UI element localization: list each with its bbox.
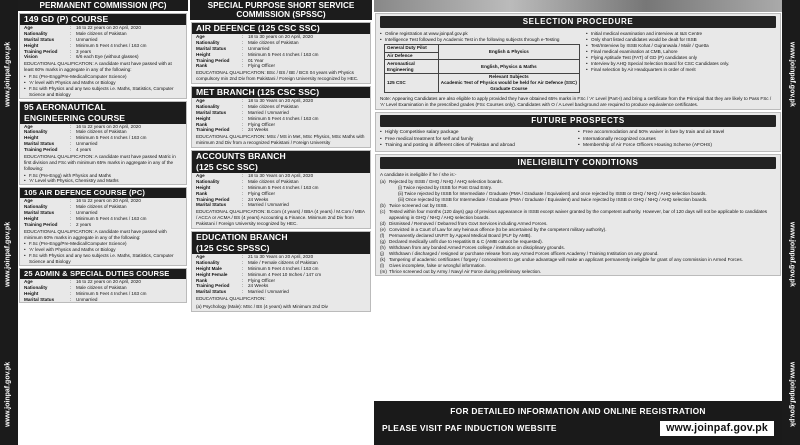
bullet-item: • Membership of Air Force Officers Housing Scheme (AFOHS) <box>578 143 776 150</box>
met-branch-edu-text: EDUCATIONAL QUALIFICATION: MSc / MS in Met, MSc Physics, MSc Maths with minimum 2nd Div from a recognized Pakistani / Foreign University <box>196 134 365 146</box>
spec-colon: : <box>70 210 72 216</box>
spec-value: Minimum 5 Feet 4 Inches / 163 cm <box>248 115 319 121</box>
spec-value: Minimum 5 Feet 4 Inches / 163 cm <box>76 42 147 48</box>
item-letter: (k) <box>380 256 386 262</box>
spec-colon: : <box>242 271 244 277</box>
subjects-text: Relevant Subjects <box>489 74 529 80</box>
spec-value: Male citizens of Pakistan <box>76 204 127 210</box>
spec-value: Minimum 5 Feet 4 Inches / 163 cm <box>248 184 319 190</box>
spec-label: Marital Status <box>196 202 227 208</box>
spec-colon: : <box>242 98 244 104</box>
item-text: Thrice screened out by Army / Navy/ Air Force during preliminary selection. <box>389 268 542 274</box>
spec-label: Nationality <box>24 204 48 210</box>
subjects-cell <box>438 73 579 92</box>
bullet-item: • F.Sc (Pre-Engg/Pre-Medical/Computer Science) <box>20 241 186 247</box>
right-side-strip <box>782 0 800 445</box>
spec-label: Marital Status <box>24 296 55 302</box>
bullet-item: • F.Sc (Pre-Engg) with Physics and Maths <box>20 173 186 179</box>
spec-value: 16 to 22 years on 20 April, 2020 <box>76 123 141 129</box>
spec-value: Male citizens of Pakistan <box>248 103 299 109</box>
met-branch-title: MET BRANCH (125 CSC SSC) <box>192 87 370 98</box>
spec-label: Vision <box>24 54 38 60</box>
aero-course-block <box>19 101 187 186</box>
spec-colon: : <box>70 36 72 42</box>
spec-label: Age <box>196 34 205 40</box>
spec-label: Age <box>196 254 205 259</box>
gd-edu-text: EDUCATIONAL QUALIFICATION: A candidate must have passed with at least 60% marks in aggregate in any of the following: <box>24 61 172 73</box>
spec-label: Nationality <box>24 284 48 290</box>
spec-colon: : <box>70 129 72 135</box>
footer-banner <box>374 401 782 445</box>
spec-label: Rank <box>196 121 208 127</box>
ineligibility-title: INELIGIBILITY CONDITIONS <box>380 157 776 169</box>
spec-label: Training Period <box>196 127 230 133</box>
accounts-branch-title-1: ACCOUNTS BRANCH <box>192 151 370 162</box>
spec-value: Male citizens of Pakistan <box>76 284 127 290</box>
spec-label: Marital Status <box>196 289 227 295</box>
item-text: (ii) Twice rejected by ISSB for Intermediate / Graduate (PMA / Graduate / Equivalent) and once rejected by ISSB or GHQ / NHQ / AHQ selection boards. <box>398 191 707 197</box>
bullet-item: • Free accommodation and 50% waiver in fare by train and air travel <box>578 130 776 137</box>
spec-value: Minimum 5 Feet 4 Inches / 163 cm <box>248 265 319 271</box>
spec-row <box>20 297 186 303</box>
bullet-item: • Online registration at www.joinpaf.gov.pk <box>380 31 580 37</box>
gd-course-title: 149 GD (P) COURSE <box>20 14 186 25</box>
spec-colon: : <box>70 221 72 227</box>
spec-value: Married / Unmarried <box>248 289 289 295</box>
item-letter: (c) <box>380 208 386 214</box>
spec-label: Training Period <box>24 221 58 227</box>
spec-colon: : <box>242 121 244 127</box>
spec-colon: : <box>242 51 244 57</box>
spec-label: Age <box>196 98 205 104</box>
spec-label: Marital Status <box>196 45 227 51</box>
spec-label: Height Female <box>196 271 228 277</box>
spec-value: Unmarried <box>76 36 98 42</box>
spec-colon: : <box>70 284 72 290</box>
spec-value: 18 to 30 Years on 20 April, 2020 <box>248 98 314 104</box>
spec-value: 18 to 30 years on 20 April, 2020 <box>248 34 313 40</box>
spec-label: Nationality <box>196 259 220 265</box>
permanent-commission-column <box>18 0 188 305</box>
spec-colon: : <box>70 147 72 153</box>
item-letter: (b) <box>380 202 386 208</box>
ineligibility-block <box>375 154 781 275</box>
bullet-item: • Initial medical examination and interview at I&S Centre <box>586 31 776 37</box>
ineligibility-item <box>376 269 780 275</box>
spec-row <box>192 127 370 133</box>
bullet-item: • 'A' Level with Physics, Chemistry and Maths <box>20 178 186 184</box>
air-defence-pc-block <box>19 187 187 266</box>
spec-colon: : <box>242 289 244 295</box>
air-defence-ssc-block <box>191 22 371 84</box>
spec-row <box>20 54 186 60</box>
spec-colon: : <box>70 278 72 284</box>
spec-value: Male citizens of Pakistan <box>76 129 127 135</box>
spec-row <box>20 147 186 153</box>
spec-label: Height <box>24 135 39 141</box>
item-text: Withdrawn / discharged / resigned or purchase release from any Armed Forces officers Academy / Training Institution on any ground. <box>389 250 659 256</box>
subjects-cell: English & Physics <box>438 44 579 59</box>
spec-colon: : <box>242 259 244 265</box>
spec-colon: : <box>242 103 244 109</box>
item-text: Declared medically unfit due to Hepatitis B & C (AMB cannot be requested). <box>389 238 543 244</box>
bullet-item: • Interview by AHQ Special Selection Board for CSC Candidates only. <box>586 61 776 67</box>
spec-value: Flying Officer <box>248 121 275 127</box>
spec-colon: : <box>242 57 244 63</box>
spec-value: 24 Weeks <box>248 127 269 133</box>
spec-value: 24 Weeks <box>248 196 269 202</box>
item-letter: (m) <box>380 268 387 274</box>
table-row <box>385 60 580 73</box>
side-url-text: www.joinpaf.gov.pk <box>4 221 12 287</box>
spec-row <box>20 222 186 228</box>
spec-colon: : <box>70 30 72 36</box>
spec-row <box>192 63 370 69</box>
branch-cell: 125 CSC <box>385 73 439 92</box>
side-url-text: www.joinpaf.gov.pk <box>788 221 796 287</box>
spec-value: 16 to 22 years on 20 April, 2020 <box>76 278 141 284</box>
aero-edu-text: EDUCATIONAL QUALIFICATION: A candidate must have passed Matric in first division and FSc with minimum 65% marks in aggregate in any of the following: <box>24 153 176 171</box>
bullet-item: • 'A' level with Physics and Maths or Biology <box>20 80 186 86</box>
side-url-text: www.joinpaf.gov.pk <box>788 361 796 427</box>
spec-label: Marital Status <box>24 210 55 216</box>
spec-colon: : <box>70 141 72 147</box>
spec-row <box>192 202 370 208</box>
spec-colon: : <box>242 265 244 271</box>
spec-label: Age <box>24 123 33 129</box>
spec-value: Minimum 4 Feet 10 Inches / 147 cm <box>248 271 322 277</box>
item-letter: (f) <box>380 232 385 238</box>
spec-label: Height <box>24 215 39 221</box>
ineligibility-intro: A candidate is ineligible if he / she is:- <box>380 172 457 178</box>
bullet-item: • F.Sc (Pre-Engg/Pre-Medical/Computer Science) <box>20 74 186 80</box>
website-link[interactable]: www.joinpaf.gov.pk <box>660 421 774 436</box>
spec-label: Marital Status <box>24 36 55 42</box>
admin-course-block <box>19 268 187 303</box>
item-text: Withdrawn from any bonded Armed Forces college / institution on disciplinary grounds. <box>389 244 565 250</box>
spec-row <box>192 289 370 295</box>
spec-colon: : <box>70 135 72 141</box>
bullet-item: • Free medical treatment for self and family <box>380 137 578 144</box>
selection-note: Note: Appearing Candidates are also eligible to apply provided they have obtained 65% marks in FSc / 'A' Level (Part-I) and bring a certificate from the Principal that they are likely to Pass FSc / 'A' Level Examination in the prescribed grades (FSc Courses only). Candidates with O / A Level background are required to produce equivalence certificates. <box>380 96 772 108</box>
spec-value: Male citizens of Pakistan <box>76 30 127 36</box>
item-text: Permanently declared UNFIT by Appeal Medical Board (PLF by AMB). <box>389 232 532 238</box>
spec-label: Nationality <box>196 178 220 184</box>
spec-colon: : <box>242 173 244 179</box>
spec-colon: : <box>242 39 244 45</box>
spec-label: Training Period <box>196 283 230 289</box>
spec-colon: : <box>242 254 244 259</box>
spec-value: 2 years <box>76 221 92 227</box>
spec-value: Unmarried <box>76 296 98 302</box>
item-text: Dismissed / Removed / Debarred from Govt Services including Armed Forces. <box>389 220 548 226</box>
spec-value: 6/6 each Eye (without glasses) <box>76 54 139 60</box>
spec-colon: : <box>70 215 72 221</box>
item-text: Tampering of academic certificates / forgery / concealment to get undue advantage will make an applicant permanently ineligible for grant of any commission in Armed Forces. <box>389 256 743 262</box>
spec-value: Unmarried <box>76 141 98 147</box>
bullet-item: • Only short listed candidates would be dealt for ISSB <box>586 37 776 43</box>
item-letter: (e) <box>380 226 386 232</box>
spec-value: 21 to 30 Years on 20 April, 2020 <box>248 254 314 259</box>
spec-colon: : <box>70 25 72 31</box>
spec-value: 16 to 22 years on 20 April, 2020 <box>76 198 141 204</box>
spec-colon: : <box>70 42 72 48</box>
spec-colon: : <box>70 198 72 204</box>
bullet-item: • Final medical examination at CMB, Lahore <box>586 49 776 55</box>
footer-line-1: FOR DETAILED INFORMATION AND ONLINE REGISTRATION <box>450 406 706 416</box>
admin-course-title: 25 ADMIN & SPECIAL DUTIES COURSE <box>20 269 186 279</box>
education-branch-title-1: EDUCATION BRANCH <box>192 232 370 243</box>
item-text: Rejected by ISSB / GHQ / NHQ / AHQ selection boards. <box>389 179 503 185</box>
branch-cell: Aeronautical Engineering <box>385 60 439 73</box>
item-letter: (d) <box>380 220 386 226</box>
accounts-branch-title-2: (125 CSC SSC) <box>192 162 370 173</box>
spec-colon: : <box>242 63 244 69</box>
spec-label: Training Period <box>24 147 58 153</box>
spssc-title: SPECIAL PURPOSE SHORT SERVICE COMMISSION (SPSSC) <box>190 0 372 20</box>
spec-value: Minimum 5 Feet 4 Inches / 163 cm <box>76 215 147 221</box>
item-letter: (a) <box>380 179 386 185</box>
spec-value: Minimum 5 Feet 4 Inches / 163 cm <box>76 290 147 296</box>
spec-colon: : <box>242 190 244 196</box>
spec-label: Training Period <box>196 57 230 63</box>
spec-label: Training Period <box>24 48 58 54</box>
spec-label: Age <box>24 198 33 204</box>
bullet-item: • F.Sc with Physics and any two subjects i.e. Maths, Statistics, Computer Science and Biology <box>20 253 186 265</box>
selection-procedure-title: SELECTION PROCEDURE <box>380 16 776 28</box>
accounts-branch-block <box>191 150 371 229</box>
spec-colon: : <box>242 196 244 202</box>
item-text: (i) Twice rejected by ISSB for Post Grad Entry. <box>398 185 493 191</box>
spec-value: Male citizens of Pakistan <box>248 178 299 184</box>
spec-label: Rank <box>196 190 208 196</box>
spec-value: Flying Officer <box>248 277 275 283</box>
side-url-text: www.joinpaf.gov.pk <box>4 41 12 107</box>
bullet-item: • Final selection by Air Headquarters in order of merit <box>586 67 776 73</box>
spec-label: Rank <box>196 277 208 283</box>
spec-value: Male citizens of Pakistan <box>248 39 299 45</box>
spec-colon: : <box>70 48 72 54</box>
branch-cell: Air Defence <box>385 52 439 60</box>
spec-value: 18 to 30 Years on 20 April, 2020 <box>248 173 314 179</box>
spec-label: Nationality <box>24 129 48 135</box>
ineligibility-item <box>376 209 780 221</box>
spec-label: Height <box>196 184 211 190</box>
header-photo <box>374 0 782 12</box>
spec-colon: : <box>242 34 244 40</box>
side-url-text: www.joinpaf.gov.pk <box>788 41 796 107</box>
spec-colon: : <box>70 204 72 210</box>
spec-label: Nationality <box>196 103 220 109</box>
spec-label: Training Period <box>196 196 230 202</box>
gd-course-block <box>19 13 187 99</box>
air-defence-ssc-edu-text: EDUCATIONAL QUALIFICATION: BSc / BS / BE / BCS 04 years with Physics compulsory min 2nd Div from Pakistani / Foreign University recognized by HEC. <box>196 70 359 82</box>
item-text: (iii) Once rejected by ISSB for Intermediate / Graduate (PMA / Graduate / Equivalent) and twice rejected by ISSB or GHQ / NHQ / AHQ selection boards. <box>398 197 708 202</box>
bullet-item: • F.Sc with Physics and any two subjects i.e. Maths, Statistics, Computer Science and Biology <box>20 86 186 98</box>
spssc-column <box>190 0 372 314</box>
item-letter: (j) <box>380 250 385 256</box>
air-defence-pc-title: 105 AIR DEFENCE COURSE (PC) <box>20 188 186 198</box>
table-row <box>385 44 580 52</box>
item-letter: (g) <box>380 238 386 244</box>
spec-colon: : <box>242 202 244 208</box>
spec-colon: : <box>242 277 244 283</box>
spec-colon: : <box>242 127 244 133</box>
spec-value: 01 Year <box>248 57 264 63</box>
spec-label: Marital Status <box>196 109 227 115</box>
spec-value: 16 to 22 years on 20 April, 2020 <box>76 25 141 31</box>
accounts-branch-edu-text: EDUCATIONAL QUALIFICATION: B.Com (4 years) / BBA (4 years) / M.Com / MBA / ACCA or ACMA / BS (4 years) Accounting & Finance. Minimum 2nd Div from Pakistani / Foreign University recognized by HEC. <box>196 209 365 227</box>
spec-label: Height <box>196 51 211 57</box>
spec-colon: : <box>242 178 244 184</box>
spec-value: 4 years <box>76 147 92 153</box>
spec-value: 24 Weeks <box>248 283 269 289</box>
item-text: Twice screened out by ISSB. <box>389 202 448 208</box>
air-defence-pc-edu-text: EDUCATIONAL QUALIFICATION: A candidate must have passed with minimum 60% marks in aggregate in any of the following: <box>24 228 167 240</box>
spec-value: Male / Female citizens of Pakistan <box>248 259 318 265</box>
item-text: Gives incomplete, false or wrongful information. <box>389 262 486 268</box>
item-text: Tested within four months (120 days) gap of previous appearance in ISSB except waiver granted by the competent authority. However, bar of 120 days will not be applicable to candidates appearing in GHQ / NHQ / AHQ selection boards. <box>389 208 768 220</box>
item-letter: (l) <box>380 262 385 268</box>
spec-value: 3 years <box>76 48 92 54</box>
spec-label: Height <box>24 290 39 296</box>
spec-value: Minimum 5 Feet 4 Inches / 163 cm <box>76 135 147 141</box>
spec-value: Minimum 5 Feet 4 Inches / 163 cm <box>248 51 319 57</box>
table-note: Academic Test of Physics would be held for Air Defence (SSC) Graduate Course <box>440 80 577 91</box>
spec-colon: : <box>70 123 72 129</box>
spec-colon: : <box>242 109 244 115</box>
bullet-item: • Internationally recognized courses <box>578 137 776 144</box>
left-side-strip <box>0 0 18 445</box>
spec-label: Height Male <box>196 265 222 271</box>
spec-label: Age <box>24 25 33 31</box>
spec-colon: : <box>242 283 244 289</box>
academic-test-table <box>384 44 580 93</box>
branch-cell: General Duty Pilot <box>385 44 439 52</box>
spec-label: Nationality <box>196 39 220 45</box>
info-column <box>374 0 782 278</box>
education-branch-block <box>191 231 371 312</box>
table-row <box>385 73 580 92</box>
subjects-cell: English, Physics & Maths <box>438 60 579 73</box>
future-prospects-title: FUTURE PROSPECTS <box>380 115 776 127</box>
spec-colon: : <box>242 184 244 190</box>
spec-label: Nationality <box>24 30 48 36</box>
bullet-item: • Test/Interview by ISSB Kohat / Gujranwala / Malir / Quetta <box>586 43 776 49</box>
spec-label: Height <box>196 115 211 121</box>
spec-label: Age <box>196 173 205 179</box>
spec-value: Unmarried <box>248 45 270 51</box>
footer-line-2: PLEASE VISIT PAF INDUCTION WEBSITE <box>382 422 557 433</box>
spec-colon: : <box>70 54 72 60</box>
education-branch-title-2: (125 CSC SPSSC) <box>192 243 370 254</box>
spec-colon: : <box>70 296 72 302</box>
met-branch-block <box>191 86 371 148</box>
aero-course-title-1: 95 AERONAUTICAL <box>20 102 186 113</box>
future-prospects-block <box>375 112 781 152</box>
bullet-item: • Intelligence Test followed by Academic Test in the following subjects through e-Testing <box>380 37 580 43</box>
spec-label: Height <box>24 42 39 48</box>
education-branch-edu-text: EDUCATIONAL QUALIFICATION: <box>196 296 266 302</box>
aero-course-title-2: ENGINEERING COURSE <box>20 113 186 124</box>
spec-label: Rank <box>196 63 208 69</box>
bullet-item: • Flying Aptitude Test (FAT) of GD (P) candidates only <box>586 55 776 61</box>
education-branch-edu-text-2: (a) Psychology (Male): MSc / BS (4 years) with Minimum 2nd Div <box>196 304 328 309</box>
spec-label: Age <box>24 278 33 284</box>
bullet-item: • Training and posting in different cities of Pakistan and abroad <box>380 143 578 150</box>
bullet-item: • 'A' level with Physics and Maths or Biology <box>20 247 186 253</box>
spec-value: Unmarried <box>76 210 98 216</box>
side-url-text: www.joinpaf.gov.pk <box>4 361 12 427</box>
spec-value: Married / Unmarried <box>248 109 289 115</box>
item-letter: (h) <box>380 244 386 250</box>
spec-label: Marital Status <box>24 141 55 147</box>
spec-value: Married / Unmarried <box>248 202 289 208</box>
air-defence-ssc-title: AIR DEFENCE (125 CSC SSC) <box>192 23 370 34</box>
selection-procedure-block <box>375 13 781 110</box>
spec-value: Flying Officer <box>248 63 275 69</box>
spec-value: Flying Officer <box>248 190 275 196</box>
permanent-commission-title: PERMANENT COMMISSION (PC) <box>18 0 188 11</box>
bullet-item: • Highly Competitive salary package <box>380 130 578 137</box>
spec-colon: : <box>242 45 244 51</box>
spec-colon: : <box>242 115 244 121</box>
spec-colon: : <box>70 290 72 296</box>
item-text: Convicted in a Court of Law for any heinous offence (to be ascertained by the competent military authority). <box>389 226 607 232</box>
